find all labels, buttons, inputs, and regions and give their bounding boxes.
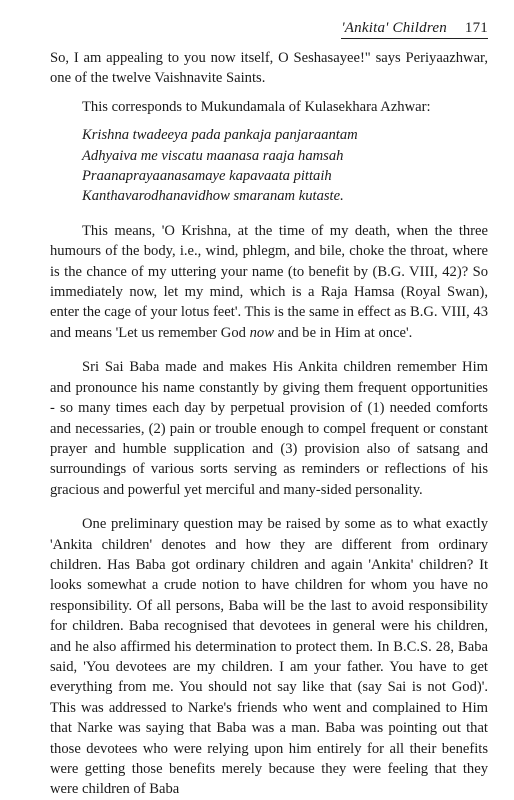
paragraph-3-text-b: and be in Him at once'.: [273, 324, 413, 341]
emphasis-now: now: [249, 324, 274, 341]
running-head: [341, 20, 488, 39]
paragraph-2: This corresponds to Mukundamala of Kulasekhara Azhwar:: [82, 98, 431, 115]
sanskrit-verse: [82, 125, 488, 207]
chapter-title: 'Ankita' Children: [341, 20, 447, 36]
paragraph-4: Sri Sai Baba made and makes His Ankita children remember Him and pronounce his name constantly by giving them frequent opportunities - so many times each day by perpetual provision of (1) needed comforts and necessaries, (2) pain or trouble enough to compel frequent or constant prayer and humble supplication and (3) provision also of satsang and surroundings of various sorts serving as reminders or reflections of his gracious and powerful yet merciful and many-sided personality.: [50, 359, 488, 498]
verse-line: Adhyaiva me viscatu maanasa raaja hamsah: [82, 147, 344, 164]
verse-line: Krishna twadeeya pada pankaja panjaraantam: [82, 127, 358, 144]
paragraph-3-text-a: This means, 'O Krishna, at the time of my death, when the three humours of the body, i.e., wind, phlegm, and bile, choke the throat, where is the chance of my uttering your name (to benefit by (B.G. VIII, 42)? So immediately now, let my mind, which is a Raja Hamsa (Royal Swan), enter the cage of your lotus feet'. This is the same in effect as B.G. VIII, 43 and means 'Let us remember God: [50, 222, 488, 341]
verse-line: Kanthavarodhanavidhow smaranam kutaste.: [82, 188, 344, 205]
page-number: 171: [464, 20, 488, 36]
verse-line: Praanaprayaanasamaye kapavaata pittaih: [82, 168, 332, 185]
page-body: [50, 48, 488, 800]
paragraph-3: [50, 221, 488, 343]
paragraph-5: One preliminary question may be raised by some as to what exactly 'Ankita children' denotes and how they are different from ordinary children. Has Baba got ordinary children and again 'Ankita' children? It looks somewhat a crude notion to have children for whom you have no responsibility. Of all persons, Baba will be the last to avoid responsibility for children. Baba recognised that devotees in general were his children, and he also affirmed his determination to protect them. In B.C.S. 28, Baba said, 'You devotees are my children. I am your father. You have to get everything from me. You should not say like that (say Sai is not God)'. This was addressed to Narke's friends who went and complained to Him that Narke was saying that Baba was a man. Baba was pointing out that those devotees who were relying upon him entirely for all their benefits were getting those benefits merely because they were feeling that they were children of Baba: [50, 516, 488, 798]
paragraph-1: So, I am appealing to you now itself, O Seshasayee!" says Periyaazhwar, one of the twelve Vaishnavite Saints.: [50, 50, 488, 87]
